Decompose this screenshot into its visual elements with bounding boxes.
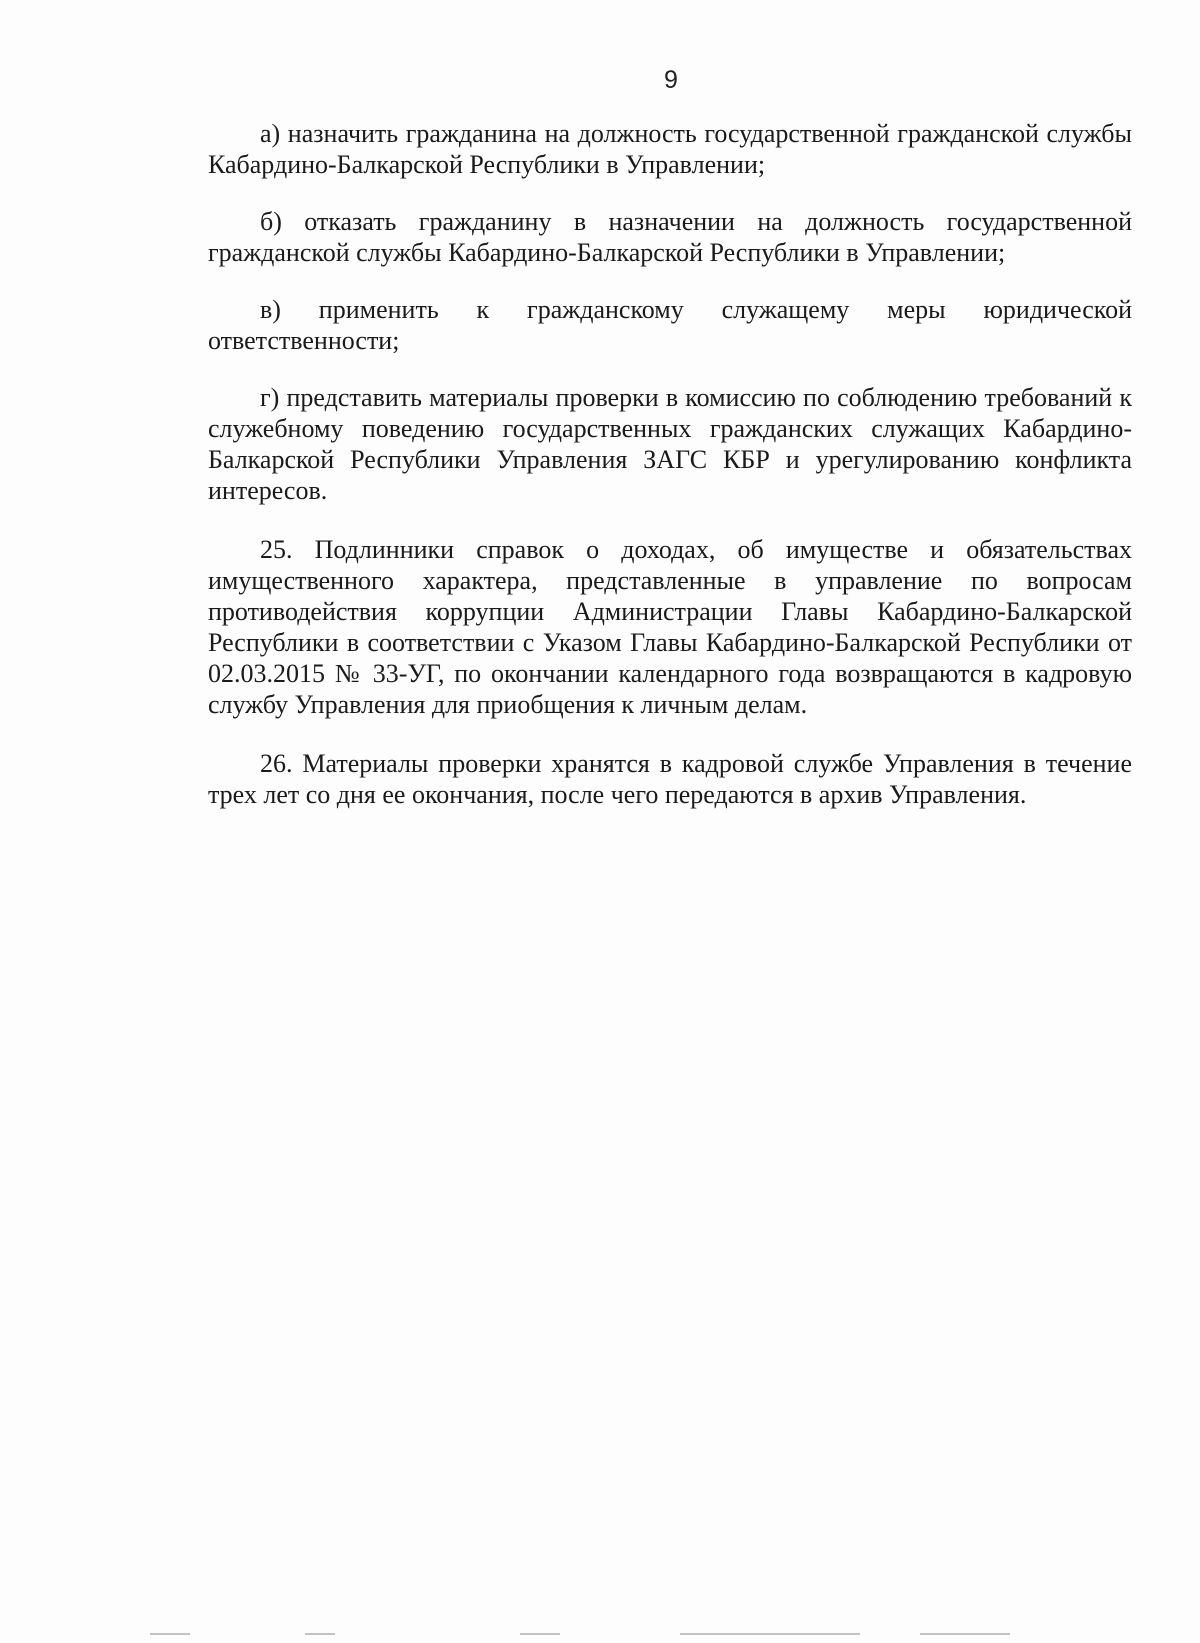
scan-artifact: [305, 1633, 335, 1635]
page-number: 9: [664, 66, 678, 94]
scan-bottom-edge: [0, 1623, 1200, 1643]
paragraph-25: 25. Подлинники справок о доходах, об имуществе и обязательствах имущественного характера, представленные в управление по вопросам противодействия коррупции Администрации Главы Кабардино-Балкарской Республики в соответствии с Указом Главы Кабардино-Балкарской Республики от 02.03.2015 № 33-УГ, по окончании календарного года возвращаются в кадровую службу Управления для приобщения к личным делам.: [208, 535, 1132, 719]
scan-artifact: [680, 1633, 860, 1635]
paragraph-g: г) представить материалы проверки в комиссию по соблюдению требований к служебному поведению государственных гражданских служащих Кабардино-Балкарской Республики Управления ЗАГС КБР и урегулированию конфликта интересов.: [208, 383, 1132, 505]
paragraph-v: в) применить к гражданскому служащему меры юридической ответственности;: [208, 295, 1132, 355]
paragraph-b: б) отказать гражданину в назначении на должность государственной гражданской службы Кабардино-Балкарской Республики в Управлении;: [208, 207, 1132, 267]
scan-artifact: [150, 1633, 190, 1635]
paragraph-26: 26. Материалы проверки хранятся в кадровой службе Управления в течение трех лет со дня ее окончания, после чего передаются в архив Управления.: [208, 749, 1132, 809]
document-body: [208, 118, 1132, 836]
paragraph-a: а) назначить гражданина на должность государственной гражданской службы Кабардино-Балкарской Республики в Управлении;: [208, 119, 1132, 179]
scan-artifact: [520, 1633, 560, 1635]
scan-artifact: [920, 1633, 1010, 1635]
